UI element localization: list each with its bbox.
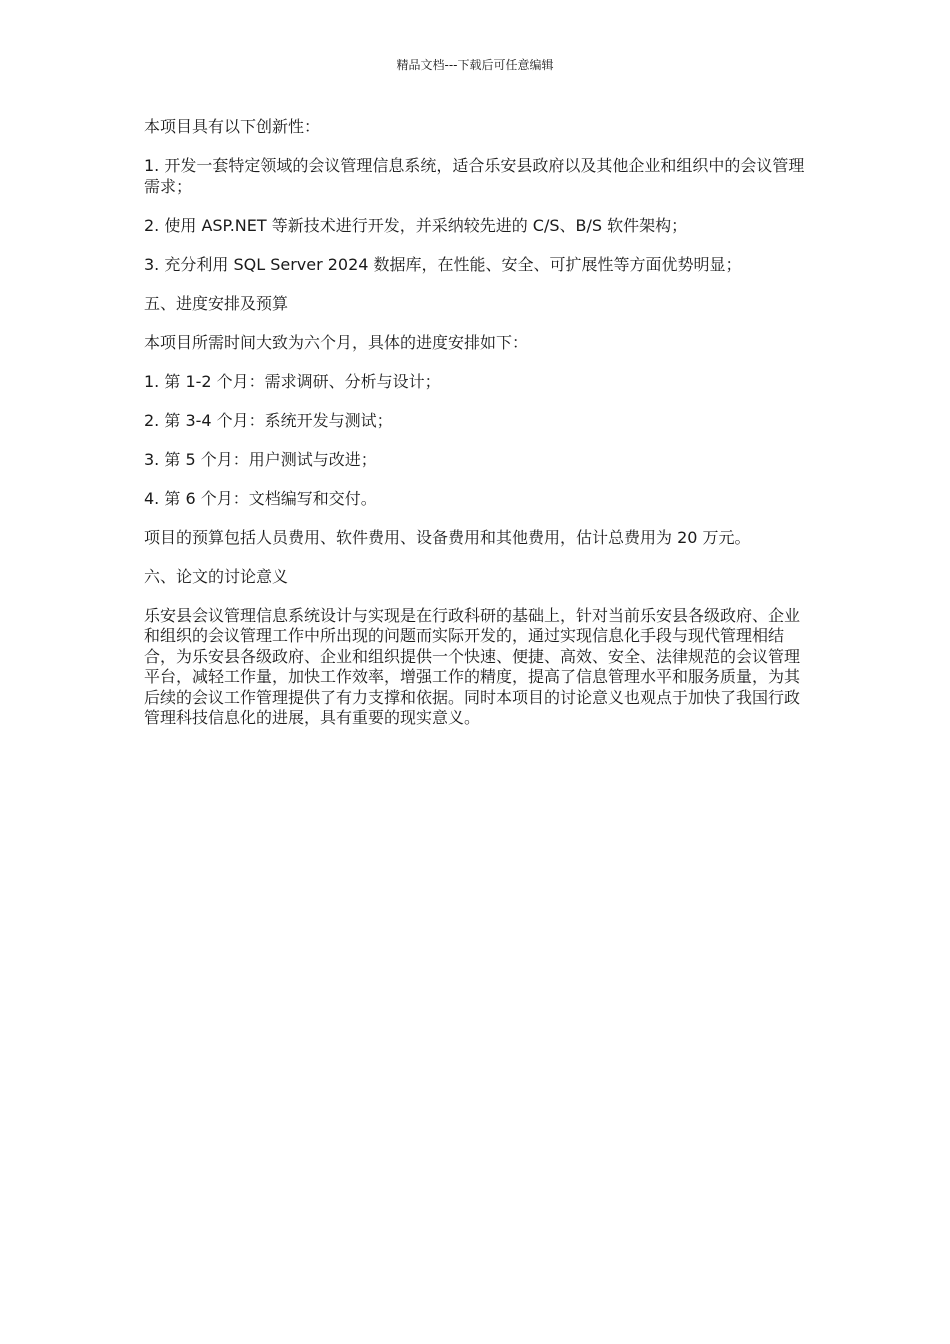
section-heading-significance: 六、论文的讨论意义: [144, 566, 289, 586]
innovation-item-2: 2. 使用 ASP.NET 等新技术进行开发，并采纳较先进的 C/S、B/S 软件架构；: [144, 215, 688, 235]
innovation-intro: 本项目具有以下创新性：: [144, 117, 321, 136]
page-header: 精品文档---下载后可任意编辑: [396, 58, 554, 72]
schedule-item-1: 1. 第 1-2 个月：需求调研、分析与设计；: [144, 371, 441, 391]
innovation-item-3: 3. 充分利用 SQL Server 2024 数据库，在性能、安全、可扩展性等方面优势明显；: [144, 254, 742, 274]
budget-paragraph: 项目的预算包括人员费用、软件费用、设备费用和其他费用，估计总费用为 20 万元。: [144, 527, 751, 547]
section-heading-schedule: 五、进度安排及预算: [144, 293, 289, 313]
innovation-item-1: 1. 开发一套特定领域的会议管理信息系统，适合乐安县政府以及其他企业和组织中的会议管理需求；: [144, 156, 805, 196]
schedule-item-3: 3. 第 5 个月：用户测试与改进；: [144, 449, 377, 469]
schedule-item-4: 4. 第 6 个月：文档编写和交付。: [144, 488, 377, 508]
significance-paragraph: 乐安县会议管理信息系统设计与实现是在行政科研的基础上，针对当前乐安县各级政府、企业和组织的会议管理工作中所出现的问题而实际开发的，通过实现信息化手段与现代管理相结合，为乐安县各级政府、企业和组织提供一个快速、便捷、高效、安全、法律规范的会议管理平台，减轻工作量，加快工作效率，增强工作的精度，提高了信息管理水平和服务质量，为其后续的会议工作管理提供了有力支撑和依据。同时本项目的讨论意义也观点于加快了我国行政管理科技信息化的进展，具有重要的现实意义。: [144, 605, 801, 727]
document-body: [144, 117, 808, 747]
schedule-item-2: 2. 第 3-4 个月：系统开发与测试；: [144, 410, 393, 430]
schedule-intro: 本项目所需时间大致为六个月，具体的进度安排如下：: [144, 332, 529, 352]
